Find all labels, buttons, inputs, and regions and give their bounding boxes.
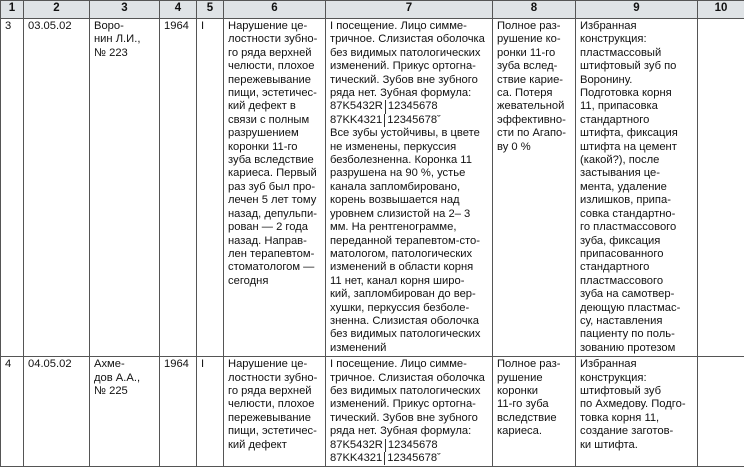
status-before-formula: I посещение. Лицо симме- тричное. Слизистая оболочка без видимых патологических изменений. Прикус ортогна- тический. Зубов вне зубного ряда нет. Зубная формула: [330, 358, 485, 438]
formula-lower-left: 87KK4321 [330, 114, 385, 127]
visit-date: 04.05.02 [24, 357, 90, 467]
patient-name: Воро- нин Л.И., № 223 [90, 19, 160, 357]
diagnosis: Полное раз- рушение ко- ронки 11-го зуба вслед- ствие карие- са. Потеря жевательной эффективно- сти по Агапо- ву 0 % [493, 19, 576, 357]
dental-formula [330, 439, 489, 466]
complaints: Нарушение це- лостности зубно- го ряда верхней челюсти, плохое пережевывание пищи, эстетичес- кий дефект [224, 357, 326, 467]
column-header: 3 [90, 1, 160, 19]
row-number: 3 [1, 19, 24, 357]
patient-name: Ахме- дов А.А., № 225 [90, 357, 160, 467]
diagnosis: Полное раз- рушение коронки 11-го зуба вследствие кариеса. [493, 357, 576, 467]
formula-upper-row [330, 100, 438, 113]
birth-year: 1964 [160, 19, 197, 357]
table-row [1, 357, 744, 467]
formula-upper-right: 12345678 [387, 100, 438, 113]
treatment-plan: Избранная конструкция: пластмассовый штифтовый зуб по Воронину. Подготовка корня 11, припасовка стандартного штифта, фиксация штифта на цемент (какой?), после застывания це- мента, удаление излишков, припа- совка стандартно- го пластмассового зуба, фиксация припасованного стандартного пластмассового зуба на самотвер- деющую пластмас- су, наставления пациенту по поль- зованию протезом [576, 19, 698, 357]
formula-lower-row [330, 452, 441, 465]
treatment-plan: Избранная конструкция: штифтовый зуб по Ахмедову. Подго- товка корня 11, создание заготов- ки штифта. [576, 357, 698, 467]
status-before-formula: I посещение. Лицо симме- тричное. Слизистая оболочка без видимых патологических изменений. Прикус ортогна- тический. Зубов вне зубного ряда нет. Зубная формула: [330, 20, 485, 100]
column-header: 5 [197, 1, 224, 19]
column-header: 1 [1, 1, 24, 19]
column-header: 6 [224, 1, 326, 19]
row-number: 4 [1, 357, 24, 467]
note-cell [698, 19, 744, 357]
formula-lower-left: 87KK4321 [330, 452, 385, 465]
formula-mark: ˇ [437, 113, 441, 126]
column-header: 9 [576, 1, 698, 19]
patient-group: I [197, 357, 224, 467]
visit-date: 03.05.02 [24, 19, 90, 357]
formula-upper-left: 87K5432R [330, 100, 386, 113]
dental-formula [330, 100, 489, 127]
formula-upper-row [330, 439, 438, 452]
objective-status [326, 19, 493, 357]
status-after-formula: Все зубы устойчивы, в цвете не изменены, перкуссия безболезненна. Коронка 11 разрушена на 90 %, устье канала запломбировано, корень возвышается над уровнем слизистой на 2– 3 мм. На рентгенограмме, переданной терапевтом-сто- матологом, патологических изменений в области корня 11 нет, канал корня широ- кий, запломбирован до вер- хушки, перкуссия безболе- зненна. Слизистая оболочка без видимых патологических изменений [330, 127, 481, 354]
note-cell [698, 357, 744, 467]
column-header: 2 [24, 1, 90, 19]
formula-lower-row [330, 114, 441, 127]
table-row [1, 19, 744, 357]
formula-mark: ˇ [437, 452, 441, 464]
formula-lower-right: 12345678 [387, 113, 438, 126]
patient-group: I [197, 19, 224, 357]
column-header: 7 [326, 1, 493, 19]
column-header: 8 [493, 1, 576, 19]
objective-status [326, 357, 493, 467]
formula-upper-right: 12345678 [387, 438, 438, 451]
header-row [1, 1, 744, 19]
column-header: 10 [698, 1, 744, 19]
complaints: Нарушение це- лостности зубно- го ряда верхней челюсти, плохое пережевывание пищи, эстетичес- кий дефект в связи с полным разрушением коронки 11-го зуба вследствие кариеса. Первый раз зуб был про- лечен 5 лет тому назад, депульпи- рован — 2 года назад. Направ- лен терапевтом- стоматологом — сегодня [224, 19, 326, 357]
formula-lower-right: 12345678 [387, 452, 438, 464]
formula-upper-left: 87K5432R [330, 439, 386, 452]
birth-year: 1964 [160, 357, 197, 467]
column-header: 4 [160, 1, 197, 19]
